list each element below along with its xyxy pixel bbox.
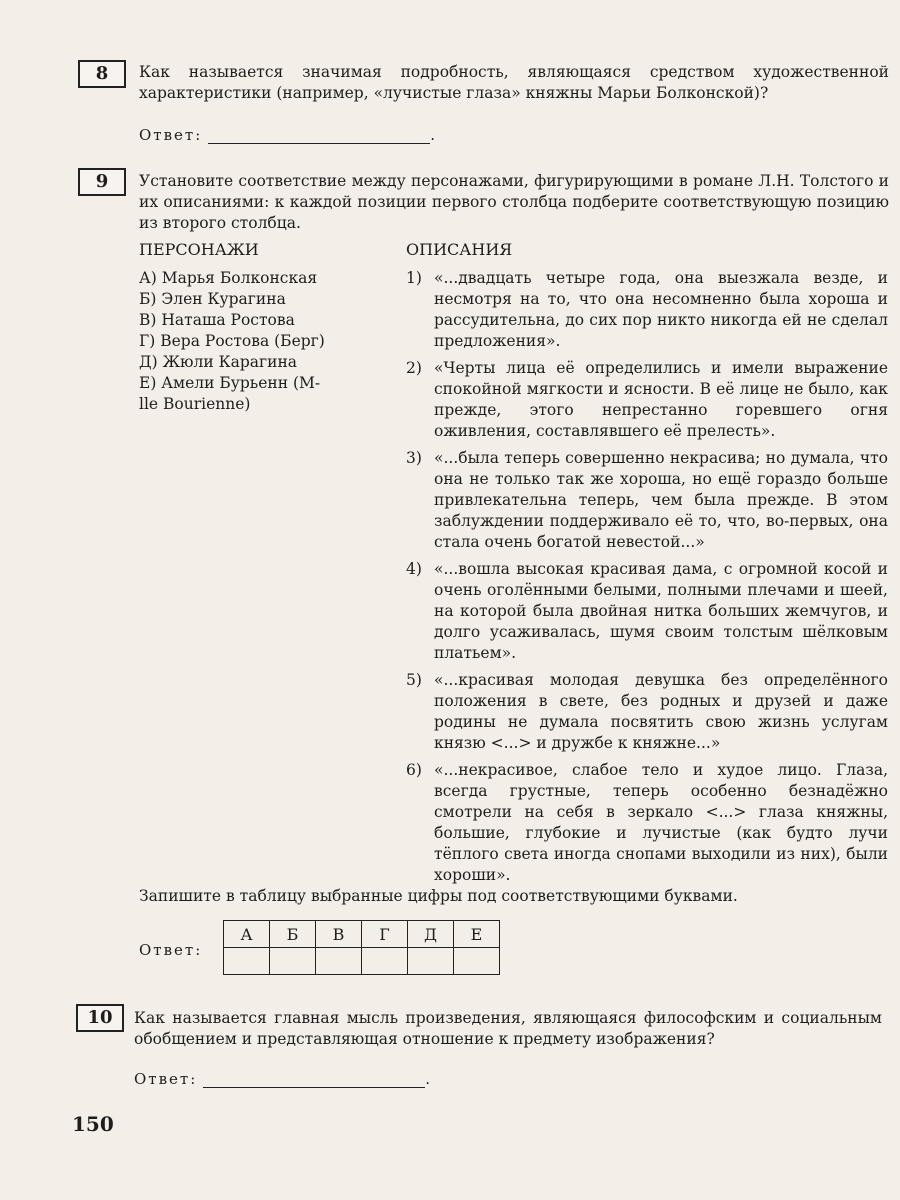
task-number-10: 10 (76, 1004, 124, 1032)
table-instruction: Запишите в таблицу выбранные цифры под соответствующими буквами. (139, 887, 738, 905)
answer-10-end: . (425, 1070, 433, 1088)
answer-table-input-row (224, 948, 500, 975)
description-text: «...была теперь совершенно некрасива; но думала, что она не только так же хороша, но ещё гораздо больше привлекательна теперь, чем была прежде. В этом заблуждении поддерживало её то, что, во-первых, она стала очень богатой невестой...» (434, 449, 888, 551)
answer-8-end: . (430, 126, 438, 144)
answer-10-line[interactable] (203, 1073, 425, 1088)
answer-cell-b[interactable] (270, 948, 316, 975)
answer-cell-v[interactable] (316, 948, 362, 975)
description-text: «...вошла высокая красивая дама, с огромной косой и очень оголёнными белыми, полными плечами и шеей, на которой была двойная нитка больших жемчугов, и долго усаживалась, шумя своим толстым шёлковым платьем». (434, 560, 888, 662)
description-item (406, 760, 888, 886)
answer-10-label: Ответ: (134, 1070, 198, 1088)
description-item (406, 268, 888, 352)
description-text: «Черты лица её определились и имели выражение спокойной мягкости и ясности. В её лице не было, как прежде, этого непрестанно горевшего огня оживления, составлявшего её прелесть». (434, 359, 888, 440)
descriptions-header: ОПИСАНИЯ (406, 240, 513, 259)
answer-table-letter: Д (408, 921, 454, 948)
answer-cell-g[interactable] (362, 948, 408, 975)
description-item (406, 559, 888, 664)
question-9-text: Установите соответствие между персонажами, фигурирующими в романе Л.Н. Толстого и их описаниями: к каждой позиции первого столбца подберите соответствующую позицию из второго столбца. (139, 172, 889, 232)
description-item (406, 358, 888, 442)
answer-table-letter: Е (454, 921, 500, 948)
answer-table-header-row (224, 921, 500, 948)
description-number: 1) (406, 269, 422, 287)
question-8-text: Как называется значимая подробность, являющаяся средством художественной характеристики (например, «лучистые глаза» княжны Марьи Болконской)? (139, 63, 889, 102)
question-10-text: Как называется главная мысль произведения, являющаяся философским и социальным обобщением и представляющая отношение к предмету изображения? (134, 1009, 882, 1048)
task-number-8: 8 (78, 60, 126, 88)
answer-table-letter: Б (270, 921, 316, 948)
answer-cell-e[interactable] (454, 948, 500, 975)
description-text: «...двадцать четыре года, она выезжала везде, и несмотря на то, что она несомненно была хороша и рассудительна, до сих пор никто никогда ей не сделал предложения». (434, 269, 888, 350)
description-number: 4) (406, 560, 422, 578)
person-e: Е) Амели Бурьенн (M-lle Bourienne) (139, 374, 321, 413)
answer-9-label: Ответ: (139, 941, 203, 959)
page-number: 150 (72, 1112, 114, 1136)
description-text: «...некрасивое, слабое тело и худое лицо. Глаза, всегда грустные, теперь особенно безнадёжно смотрели на себя в зеркало <...> глаза княжны, большие, глубокие и лучистые (как будто лучи тёплого света иногда снопами выходили из них), были хороши». (434, 761, 888, 884)
person-a: А) Марья Болконская (139, 269, 318, 287)
description-number: 5) (406, 671, 422, 689)
answer-8-label: Ответ: (139, 126, 203, 144)
answer-cell-d[interactable] (408, 948, 454, 975)
descriptions-list (406, 268, 888, 892)
answer-8 (139, 126, 437, 144)
answer-8-line[interactable] (208, 129, 430, 144)
description-number: 6) (406, 761, 422, 779)
answer-cell-a[interactable] (224, 948, 270, 975)
answer-table-letter: А (224, 921, 270, 948)
task-number-9: 9 (78, 168, 126, 196)
description-item (406, 448, 888, 553)
answer-table-letter: В (316, 921, 362, 948)
persons-header: ПЕРСОНАЖИ (139, 240, 259, 259)
description-text: «...красивая молодая девушка без определённого положения в свете, без родных и друзей и даже родины не думала посвятить свою жизнь услугам князю <...> и дружбе к княжне...» (434, 671, 888, 752)
description-number: 2) (406, 359, 422, 377)
answer-table (223, 920, 500, 975)
person-d: Д) Жюли Карагина (139, 353, 298, 371)
persons-list (139, 268, 389, 415)
person-g: Г) Вера Ростова (Берг) (139, 332, 325, 350)
answer-10 (134, 1070, 432, 1088)
person-v: В) Наташа Ростова (139, 311, 295, 329)
description-item (406, 670, 888, 754)
answer-table-letter: Г (362, 921, 408, 948)
description-number: 3) (406, 449, 422, 467)
person-b: Б) Элен Курагина (139, 290, 286, 308)
